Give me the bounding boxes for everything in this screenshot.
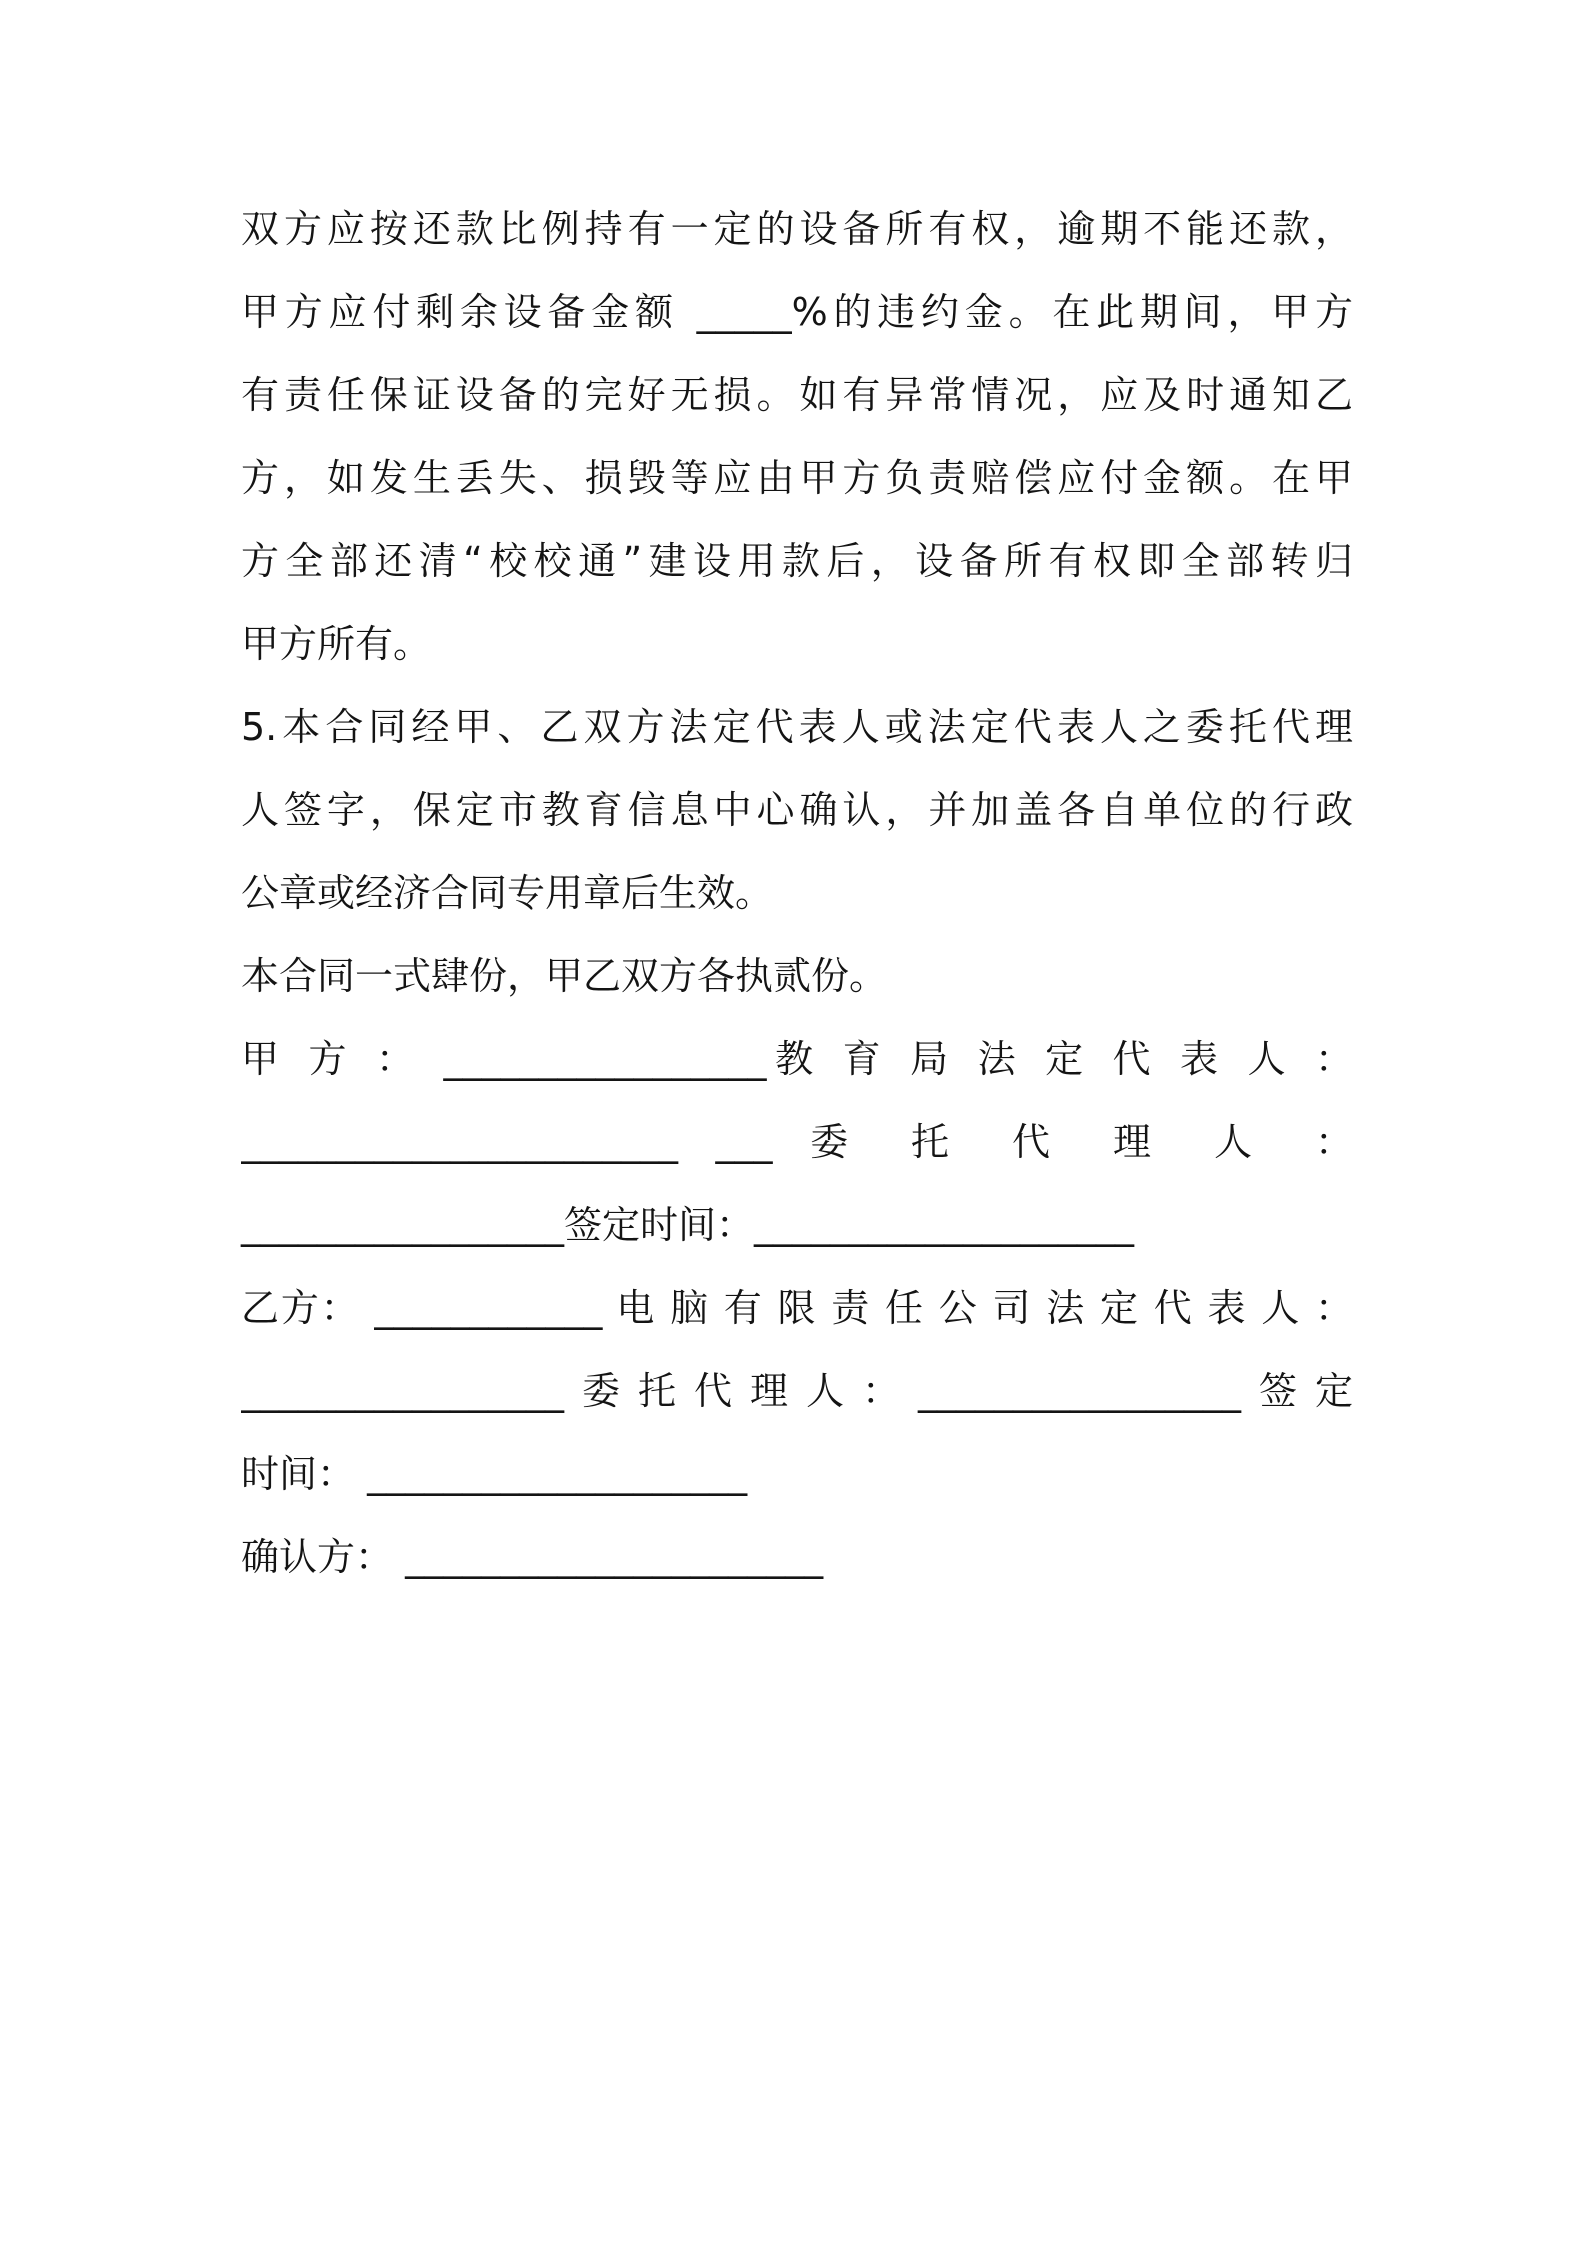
clause-5-line-1: 5.本合同经甲、乙双方法定代表人或法定代表人之委托代理	[241, 705, 1353, 749]
party-b-agent-line: _________________委托代理人：_________________签定	[241, 1369, 1353, 1413]
clause-5-line-2: 人签字，保定市教育信息中心确认，并加盖各自单位的行政	[241, 788, 1353, 832]
contract-line-6: 甲方所有。	[241, 622, 432, 666]
copies-statement: 本合同一式肆份，甲乙双方各执贰份。	[241, 954, 888, 998]
party-a-agent-line: _______________________ ___ 委 托 代 理 人 ：	[241, 1120, 1353, 1164]
contract-line-2: 甲方应付剩余设备金额 _____%的违约金。在此期间，甲方	[241, 290, 1353, 334]
contract-line-3: 有责任保证设备的完好无损。如有异常情况，应及时通知乙	[241, 373, 1353, 417]
confirming-party-line: 确认方： ______________________	[241, 1535, 824, 1579]
clause-5-line-3: 公章或经济合同专用章后生效。	[241, 871, 774, 915]
contract-line-5: 方全部还清“校校通”建设用款后，设备所有权即全部转归	[241, 539, 1353, 583]
contract-line-1: 双方应按还款比例持有一定的设备所有权，逾期不能还款，	[241, 207, 1353, 251]
party-b-line: 乙方： ____________ 电 脑 有 限 责 任 公 司 法 定 代 表 人 ：	[241, 1286, 1353, 1330]
party-b-sign-date-line: 时间： ____________________	[241, 1452, 748, 1496]
party-a-line: 甲 方 ： _________________教 育 局 法 定 代 表 人 ：	[241, 1037, 1353, 1081]
party-a-sign-date-line: _________________签定时间：____________________	[241, 1203, 1135, 1247]
contract-body	[241, 188, 1353, 1599]
contract-line-4: 方，如发生丢失、损毁等应由甲方负责赔偿应付金额。在甲	[241, 456, 1353, 500]
